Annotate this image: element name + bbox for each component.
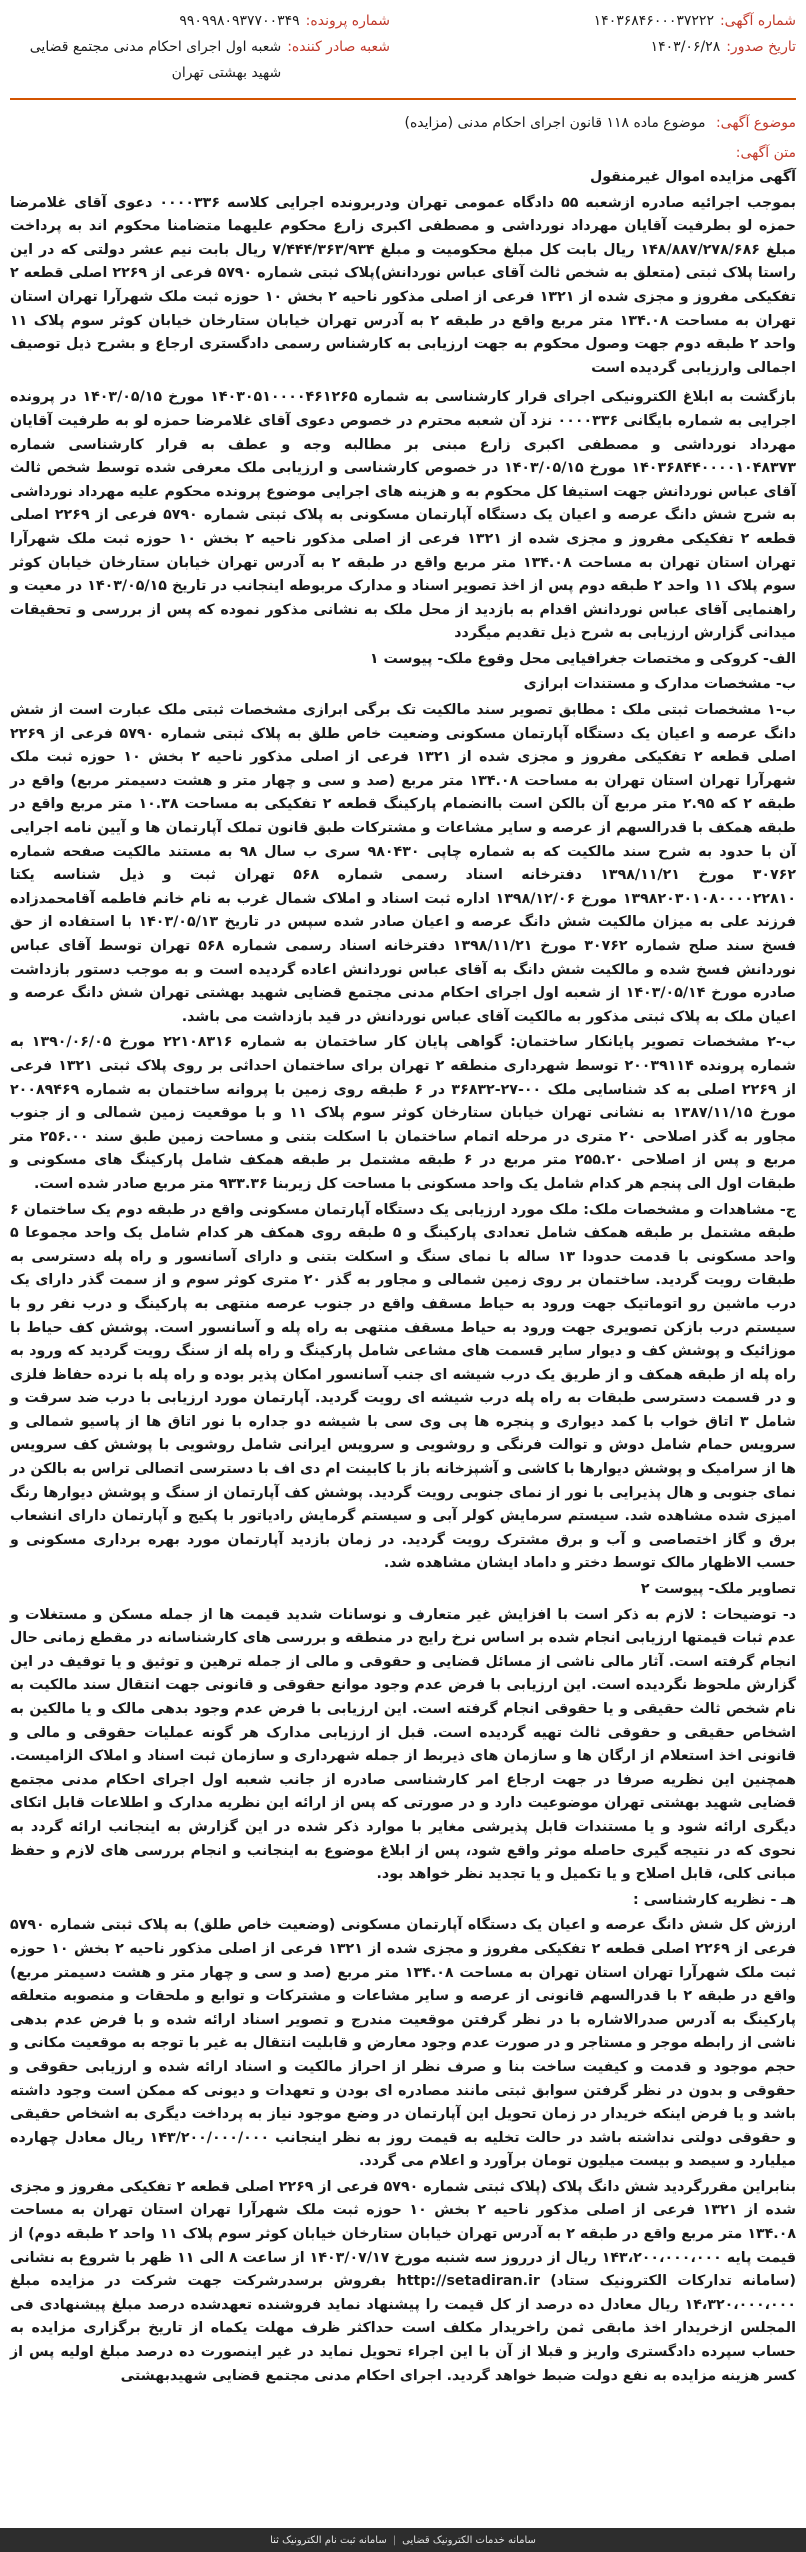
expert-report-intro: بازگشت به ابلاغ الکترونیکی اجرای قرار کارشناسی به شماره ۱۴۰۳۰۵۱۰۰۰۰۴۶۱۲۶۵ مورخ ۱۴۰۳/۰۵/۱۵ در پرونده اجرایی به شماره بایگانی ۰۰۰۰۳۳۶ نزد آن شعبه محترم در خصوص دعوی آقای غلامرضا حمزه لو به طرفیت آقایان مهرداد نورداشی و مصطفی اکبری زارع مبنی بر مطالبه وجه و عطف به قرار کارشناسی شماره ۱۴۰۳۶۸۴۴۰۰۰۰۱۰۴۸۳۷۳ مورخ ۱۴۰۳/۰۵/۱۵ در خصوص کارشناسی و ارزیابی ملک معرفی شده توسط شخص ثالث آقای عباس نوردانش جهت استیفا کل محکوم به و هزینه های اجرایی موضوع پرونده محکوم علیه مهرداد نورداشی به شرح شش دانگ عرصه و اعیان یک دستگاه آپارتمان مسکونی به پلاک ثبتی شماره ۵۷۹۰ فرعی از ۲۲۶۹ اصلی قطعه ۲ تفکیکی مفروز و مجزی شده از ۱۳۲۱ فرعی از اصلی مذکور ناحیه ۲ بخش ۱۰ حوزه ثبت ملک شهرآرا تهران استان تهران به مساحت ۱۳۴.۰۸ متر مربع واقع در طبقه ۲ به آدرس تهران خیابان ستارخان خیابان کوثر سوم پلاک ۱۱ واحد ۲ طبقه دوم پس از اخذ تصویر اسناد و مدارک مربوطه اینجانب در تاریخ ۱۴۰۳/۰۵/۱۵ در معیت و راهنمایی آقای عباس نوردانش اقدام به بازدید از محل ملک به نشانی مذکور نموده که پس از بررسی و تحقیقات میدانی گزارش ارزیابی به شرح ذیل تقدیم میگردد bbox=[10, 389, 797, 642]
case-number-row bbox=[10, 8, 390, 34]
execution-paragraph: بموجب اجرائیه صادره ازشعبه ۵۵ دادگاه عمومی تهران ودربرونده اجرایی کلاسه ۰۰۰۰۳۳۶ دعوی آقای غلامرضا حمزه لو بطرفیت آقایان مهرداد نورداشی و مصطفی اکبری زارع محکوم علیهما متضامنا محکوم اند به پرداخت مبلغ ۱۴۸/۸۸۷/۲۷۸/۶۸۶ ریال بابت کل مبلغ محکومیت و مبلغ ۷/۴۴۴/۳۶۳/۹۳۴ ریال بابت نیم عشر دولتی که در این راستا پلاک ثبتی (متعلق به شخص ثالث آقای عباس نوردانش)پلاک ثبتی شماره ۵۷۹۰ فرعی از ۲۲۶۹ اصلی قطعه ۲ تفکیکی مفروز و مجزی شده از ۱۳۲۱ فرعی از اصلی مذکور ناحیه ۲ بخش ۱۰ حوزه ثبت ملک شهرآرا تهران استان تهران به مساحت ۱۳۴.۰۸ متر مربع واقع در طبقه ۲ به آدرس تهران خیابان ستارخان خیابان کوثر سوم پلاک ۱۱ واحد ۲ طبقه دوم جهت وصول محکوم به جهت ارزیابی به کارشناس رسمی دادگستری ارجاع و بشرح ذیل توصیف اجمالی وارزیابی گردیده است bbox=[10, 194, 797, 376]
section-he-valuation: ارزش کل شش دانگ عرصه و اعیان یک دستگاه آپارتمان مسکونی (وضعیت خاص طلق) به پلاک ثبتی شماره ۵۷۹۰ فرعی از ۲۲۶۹ اصلی قطعه ۲ تفکیکی مفروز و مجزی شده از ۱۳۲۱ فرعی از اصلی مذکور ناحیه ۲ بخش ۱۰ حوزه ثبت ملک شهرآرا تهران استان تهران به مساحت ۱۳۴.۰۸ متر مربع (صد و سی و چهار متر و هشت دسیمتر مربع) واقع در طبقه ۲ با قدرالسهم قانونی از عرصه و سایر مشاعات و مشترکات و توابع و ملحقات و منصوبه متعلقه پارکینگ به آدرس صدرالاشاره با در نظر گرفتن موقعیت مندرج و تصویر اسناد ارائه شده و با فرض عدم بدهی ناشی از رابطه موجر و مستاجر و در صورت عدم وجود معارض و قابلیت انتقال به غیر با توجه به موقعیت مکانی و حجم موجود و قدمت و کیفیت ساخت بنا و صرف نظر از احراز مالکیت و اسناد ارائه شده و ارزیابی حقوقی و حقوقی و بدون در نظر گرفتن سوابق ثبتی مانند مصادره ای بودن و تعهدات و دیونی که ممکن است وجود داشته باشد و یا فرض اینکه خریدار در زمان تحویل این آپارتمان در وضع موجود نیاز به پرداخت دیگری به اشخاص حقیقی و حقوقی دولتی نداشته باشد در حالت تخلیه به قیمت روز به نظر اینجانب ۱۴۳/۲۰۰/۰۰۰/۰۰۰ ریال معادل چهارده میلیارد و سیصد و بیست میلیون تومان برآورد و اعلام می گردد. bbox=[10, 1917, 796, 2170]
notice-text-label: متن آگهی: bbox=[735, 145, 796, 161]
footer-separator: | bbox=[392, 2534, 397, 2546]
section-he-heading: هـ - نظریه کارشناسی : bbox=[632, 1891, 796, 1908]
topic-label: موضوع آگهی: bbox=[715, 115, 796, 131]
issuer-row bbox=[10, 34, 390, 86]
footer-link-judicial-services[interactable]: سامانه خدمات الکترونیک قضایی bbox=[402, 2534, 536, 2546]
notice-header bbox=[10, 4, 796, 86]
ad-number-row bbox=[416, 8, 796, 34]
case-number-value: ۹۹۰۹۹۸۰۹۳۷۷۰۰۳۴۹ bbox=[179, 13, 300, 29]
issuer-label: شعبه صادر کننده: bbox=[287, 39, 390, 55]
ad-number-value: ۱۴۰۳۶۸۴۶۰۰۰۳۷۲۲۲ bbox=[593, 13, 714, 29]
ad-number-label: شماره آگهی: bbox=[719, 13, 796, 29]
issuer-value: شعبه اول اجرای احکام مدنی مجتمع قضایی شهید بهشتی تهران bbox=[29, 39, 282, 81]
section-be1-registry: ب-۱ مشخصات ثبتی ملک : مطابق تصویر سند مالکیت تک برگی ابرازی مشخصات ثبتی ملک عبارت است از شش دانگ عرصه و اعیان یک دستگاه آپارتمان مسکونی وضعیت خاص طلق به پلاک ثبتی شماره ۵۷۹۰ فرعی از ۲۲۶۹ اصلی قطعه ۲ تفکیکی مفروز و مجزی شده از ۱۳۲۱ فرعی از اصلی مذکور ناحیه ۲ بخش ۱۰ حوزه ثبت ملک شهرآرا تهران استان تهران به مساحت ۱۳۴.۰۸ متر مربع (صد و سی و چهار متر و هشت دسیمتر مربع) واقع در طبقه ۲ که ۲.۹۵ متر مربع آن بالکن است باانضمام پارکینگ قطعه ۲ تفکیکی به مساحت ۱۰.۳۸ متر مربع واقع در طبقه همکف با قدرالسهم از عرصه و سایر مشاعات و مشترکات طبق قانون تملک آپارتمان ها و آیین نامه اجرایی آن با حدود به شرح سند مالکیت که به شماره چاپی ۹۸۰۴۳۰ سری ب سال ۹۸ به مستند مالکیت صفحه شماره ۳۰۷۶۲ مورخ ۱۳۹۸/۱۱/۲۱ دفترخانه اسناد رسمی شماره ۵۶۸ تهران ثبت و ذیل شناسه یکتا ۱۳۹۸۲۰۳۰۱۰۸۰۰۰۰۲۲۸۱۰ مورخ ۱۳۹۸/۱۲/۰۶ اداره ثبت اسناد و املاک شمال غرب به نام خانم فاطمه آقامحمدزاده فرزند علی به میزان مالکیت شش دانگ عرصه و اعیان صادر شده سپس در تاریخ ۱۴۰۳/۰۵/۱۳ با استفاده از حق فسخ سند صلح شماره ۳۰۷۶۲ مورخ ۱۳۹۸/۱۱/۲۱ دفترخانه اسناد رسمی شماره ۵۶۸ تهران توسط آقای عباس نوردانش فسخ شده و مالکیت شش دانگ به آقای عباس نوردانش اعاده گردیده است و به موجب دستور بازداشت صادره مورخ ۱۴۰۳/۰۵/۱۴ از شعبه اول اجرای احکام مدنی مجتمع قضایی شهید بهشتی تهران شش دانگ عرصه و اعیان ملک به پلاک ثبتی مذکور به مالکیت آقای عباس نوردانش در قید بازداشت می باشد. bbox=[10, 702, 797, 1025]
section-be2-completion: ب-۲ مشخصات تصویر پایانکار ساختمان: گواهی پایان کار ساختمان به شماره ۲۲۱۰۸۳۱۶ مورخ ۱۳۹۰/۰۶/۰۵ به شماره پرونده ۲۰۰۳۹۱۱۴ توسط شهرداری منطقه ۲ تهران برای ساختمان احداثی بر روی پلاک ثبتی ۱۳۲۱ فرعی از ۲۲۶۹ اصلی به کد شناسایی ملک ۰۰-۲۷-۳۶۸۳۲ در ۶ طبقه روی زمین با پروانه ساختمان به شماره ۲۰۰۸۹۴۶۹ مورخ ۱۳۸۷/۱۱/۱۵ به نشانی تهران خیابان ستارخان کوثر سوم پلاک ۱۱ و با موقعیت زمین شمالی و از جنوب مجاور به گذر اصلاحی ۲۰ متری در مرحله اتمام ساختمان با اسکلت بتنی و مساحت زمین طبق سند ۲۵۶.۰۰ متر مربع و پس از اصلاحی ۲۵۵.۲۰ متر مربع در ۶ طبقه مشتمل بر طبقه همکف شامل پارکینگ های مسکونی و طبقات اول الی پنجم هر کدام شامل یک واحد مسکونی با مساحت کل زیربنا ۹۳۳.۳۶ متر مربع صادر شده است. bbox=[10, 1034, 797, 1192]
header-right-column bbox=[416, 8, 796, 60]
section-be-heading: ب- مشخصات مدارک و مستندات ابرازی bbox=[523, 676, 796, 693]
auction-terms-paragraph: بنابراین مقررگردید شش دانگ پلاک (پلاک ثبتی شماره ۵۷۹۰ فرعی از ۲۲۶۹ اصلی قطعه ۲ تفکیکی مفروز و مجزی شده از ۱۳۲۱ فرعی از اصلی مذکور ناحیه ۲ بخش ۱۰ حوزه ثبت ملک شهرآرا تهران استان تهران به مساحت ۱۳۴.۰۸ متر مربع واقع در طبقه ۲ به آدرس تهران خیابان ستارخان خیابان کوثر سوم پلاک ۱۱ واحد ۲ طبقه دوم) از قیمت پایه ۱۴۳،۲۰۰،۰۰۰،۰۰۰ ریال از درروز سه شنبه مورخ ۱۴۰۳/۰۷/۱۷ از ساعت ۸ الی ۱۱ ظهر با شروع به نشانی (سامانه تدارکات الکترونیک ستاد) http://setadiran.ir بفروش برسدرشرکت جهت شرکت در مزایده مبلغ ۱۴،۳۲۰،۰۰۰،۰۰۰ ریال معادل ده درصد از کل قیمت را پیشنهاد نماید فروشنده تعهدشده درصد مبلغ پیشنهادی فی المجلس ازخریدار اخذ مابقی ثمن راخریدار مکلف است حداکثر ظرف مهلت یکماه از تاریخ برگزاری مزایده به حساب سپرده دادگستری واریز و قبلا از آن با این اجراء تحویل نماید در غیر اینصورت ده درصد مبلغ اولیه پس از کسر هزینه مزایده به نفع دولت ضبط خواهد گردید. اجرای احکام مدنی مجتمع قضایی شهیدبهشتی bbox=[10, 2178, 797, 2384]
auction-title: آگهی مزایده اموال غیرمنقول bbox=[589, 169, 796, 185]
section-photos-heading: تصاویر ملک- پیوست ۲ bbox=[640, 1581, 796, 1598]
header-left-column bbox=[10, 8, 390, 86]
header-divider bbox=[10, 98, 796, 100]
section-alef-heading: الف- کروکی و مختصات جغرافیایی محل وقوع ملک- پیوست ۱ bbox=[369, 650, 796, 667]
footer-bar bbox=[0, 2528, 806, 2552]
issue-date-row bbox=[416, 34, 796, 60]
notice-body bbox=[10, 166, 796, 2388]
issue-date-label: تاریخ صدور: bbox=[726, 39, 796, 55]
section-dal-notes: د- توضیحات : لازم به ذکر است با افزایش غیر متعارف و نوسانات شدید قیمت ها از جمله مسکن و مستغلات و عدم ثبات قیمتها ارزیابی انجام شده بر اساس نرخ رایج در منطقه و بررسی های کارشناسانه در مقطع زمانی حال انجام گرفته است. آثار مالی ناشی از مسائل قضایی و حقوقی و مالی از جمله ترهین و توثیق و یا توقیف در این گزارش ملحوظ نگردیده است. این ارزیابی با فرض عدم وجود موانع حقوقی و قانونی جهت انتقال سند مالکیت به نام شخص ثالث حقیقی و یا حقوقی انجام گرفته است. این ارزیابی با فرض عدم وجود بدهی مالک و یا مالکین به اشخاص حقیقی و حقوقی ثالث تهیه گردیده است. قبل از ارزیابی مدارک هر گونه عملیات حقوقی و مالی و قانونی اخذ استعلام از ارگان ها و سازمان های ذیربط از جمله شهرداری و سازمان ثبت اسناد و املاک الزامیست. همچنین این نظریه صرفا در جهت ارجاع امر کارشناسی صادره از جانب شعبه اول اجرای احکام مدنی مجتمع قضایی شهید بهشتی تهران موضوعیت دارد و در صورتی که پس از ارائه این نظریه مدارک و اطلاعات قابل اتکای دیگری ارائه شود و یا مستندات قابل پذیرشی مغایر با موارد ذکر شده در این گزارش به اینجانب ارائه گردد به نحوی که در نتیجه گیری حاصله موثر واقع شود، پس از ابلاغ موضوع به اینجانب و انجام بررسی های لازم و حفظ مبانی کلی، قابل اصلاح و یا تکمیل و یا تجدید نظر خواهد بود. bbox=[10, 1606, 796, 1883]
topic-value: موضوع ماده ۱۱۸ قانون اجرای احکام مدنی (مزایده) bbox=[404, 115, 706, 131]
issue-date-value: ۱۴۰۳/۰۶/۲۸ bbox=[650, 39, 721, 55]
section-jim-observations: ج- مشاهدات و مشخصات ملک: ملک مورد ارزیابی یک دستگاه آپارتمان مسکونی واقع در طبقه دوم یک ساختمان ۶ طبقه مشتمل بر طبقه همکف شامل تعدادی پارکینگ و ۵ طبقه روی همکف هر کدام شامل یک واحد مجموعا ۵ واحد مسکونی با قدمت حدودا ۱۳ ساله با نمای سنگ و اسکلت بتنی و دارای آسانسور و راه پله دسترسی به طبقات رویت گردید. ساختمان بر روی زمین شمالی و مجاور به گذر ۲۰ متری کوثر سوم و از سمت گذر دارای یک درب ماشین رو اتوماتیک جهت ورود به حیاط مسقف واقع در جنوب عرصه منتهی به پارکینگ و درب نفر رو با سیستم درب بازکن تصویری جهت ورود به حیاط مسقف منتهی به راه پله و آسانسور است. پوشش کف حیاط با موزائیک و پوشش کف و دیوار سایر قسمت های مشاعی شامل پارکینگ و راه پله از سنگ رویت گردید که ورود به راه پله از طبقه همکف و از طریق یک درب شیشه ای جنب آسانسور امکان پذیر بوده و راه پله با نرده حفاظ فلزی و در قسمت دسترسی طبقات به راه پله درب شیشه ای رویت گردید. آپارتمان مورد ارزیابی با درب ضد سرقت و شامل ۳ اتاق خواب با کمد دیواری و پنجره ها پی وی سی با شیشه دو جداره با نور اتاق ها از پاسیو شمالی و سرویس حمام شامل دوش و توالت فرنگی و روشویی و سرویس ایرانی شامل روشویی با پوشش کف سرویس ها از سرامیک و پوشش دیوارها با کاشی و آشپزخانه باز با کابینت ام دی اف با دسترسی اتصالی تراس به بالکن در نمای جنوبی و هال پذیرایی با نور از نمای جنوبی رویت گردید. پوشش کف آپارتمان از سنگ و پوشش دیوارها رنگ امیزی شده مشاهده شد. سیستم سرمایش کولر آبی و سیستم گرمایش رادیاتور با پکیج و آپارتمان دارای انشعاب برق و گاز اختصاصی و آب و برق مشترک رویت گردید. در زمان بازدید آپارتمان مورد بهره برداری مسکونی و حسب الاظهار مالک توسط دختر و داماد ایشان مشاهده شد. bbox=[10, 1201, 797, 1572]
footer-link-sana-registration[interactable]: سامانه ثبت نام الکترونیک ثنا bbox=[270, 2534, 387, 2546]
topic-row bbox=[10, 110, 796, 136]
case-number-label: شماره پرونده: bbox=[305, 13, 390, 29]
